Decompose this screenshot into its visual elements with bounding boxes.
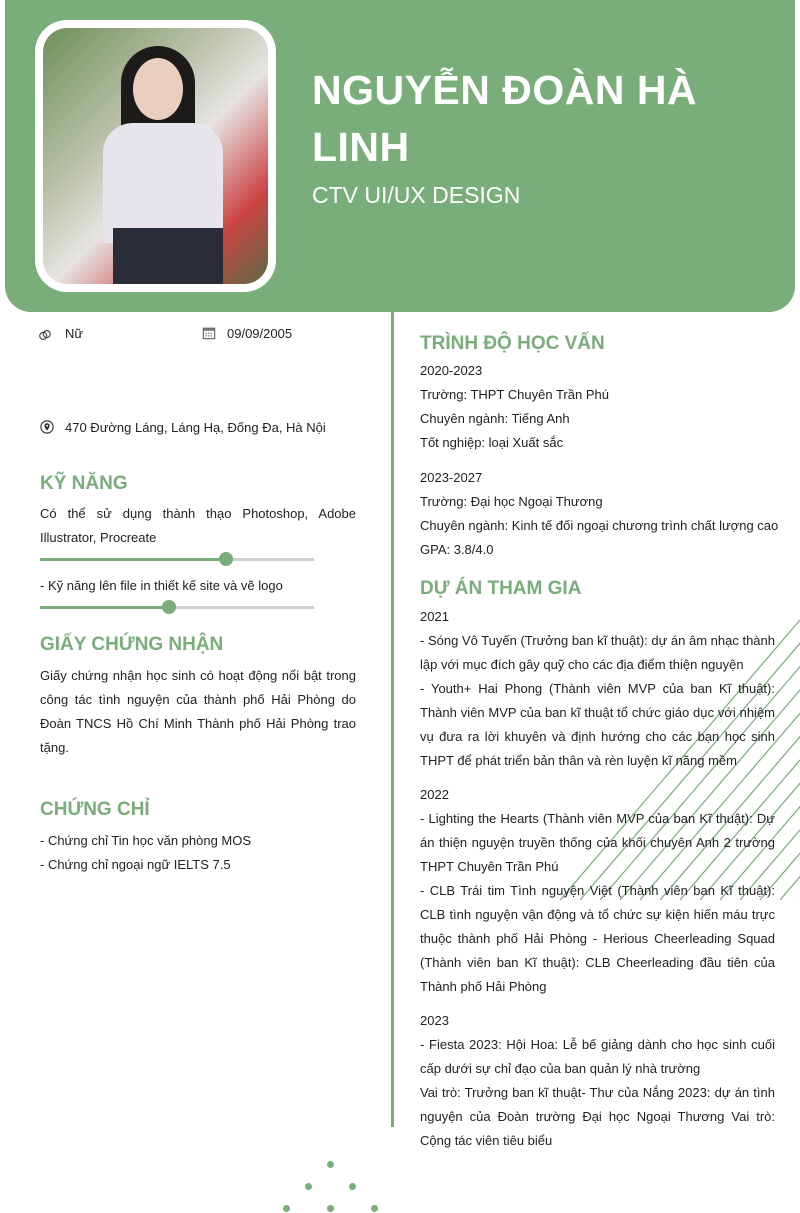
project-year-group — [420, 1009, 775, 1153]
certs-heading: CHỨNG CHỈ — [40, 799, 150, 820]
column-divider — [391, 312, 394, 1127]
education-line: Chuyên ngành: Tiếng Anh — [420, 411, 570, 426]
candidate-name: NGUYỄN ĐOÀN HÀ LINH — [312, 67, 698, 170]
profile-photo — [35, 20, 276, 292]
location-pin-icon — [40, 420, 54, 434]
project-year-group — [420, 783, 775, 999]
education-period: 2020-2023 — [420, 363, 483, 378]
decorative-dot — [283, 1205, 290, 1212]
project-year: 2023 — [420, 1013, 449, 1028]
education-entry — [420, 359, 776, 455]
address-value: 470 Đường Láng, Láng Hạ, Đống Đa, Hà Nội — [65, 420, 326, 435]
project-year: 2021 — [420, 609, 449, 624]
project-year: 2022 — [420, 787, 449, 802]
skills-heading: KỸ NĂNG — [40, 473, 128, 494]
education-line: Chuyên ngành: Kinh tế đối ngoại chương trình chất lượng cao — [420, 518, 779, 533]
gender-value: Nữ — [65, 326, 84, 341]
education-line: GPA: 3.8/4.0 — [420, 542, 494, 557]
skill-item: Có thể sử dụng thành thạo Photoshop, Adobe Illustrator, Procreate — [40, 506, 356, 545]
stripe-line — [780, 620, 800, 900]
cert-item: - Chứng chỉ Tin học văn phòng MOS — [40, 833, 252, 848]
birthdate-value: 09/09/2005 — [227, 326, 293, 341]
candidate-role: CTV UI/UX DESIGN — [312, 182, 521, 208]
cert-item: - Chứng chỉ ngoại ngữ IELTS 7.5 — [40, 857, 231, 872]
education-heading: TRÌNH ĐỘ HỌC VẤN — [420, 333, 605, 354]
project-item: - CLB Trái tim Tình nguyện Việt (Thành viên ban Kĩ thuật): CLB tình nguyện vận động và tổ chức sự kiện hiến máu trực thuộc thành phố Hải Phòng - Herious Cheerleading Squad (Thành viên ban Kĩ thuật): CLB Cheerleading đầu tiên của Thành phố Hải Phòng — [420, 883, 775, 994]
gender-icon — [38, 328, 52, 342]
project-item: Vai trò: Trưởng ban kĩ thuật- Thư của Nắng 2023: dự án tình nguyện của Đoàn trường Đại học Ngoại Thương Vai trò: Cộng tác viên tiêu biểu — [420, 1085, 775, 1148]
calendar-icon — [202, 326, 216, 340]
projects-heading: DỰ ÁN THAM GIA — [420, 578, 582, 599]
skill-level-bar — [40, 558, 314, 561]
decorative-dot — [305, 1183, 312, 1190]
award-text: Giấy chứng nhận học sinh có hoạt động nổi bật trong công tác tình nguyện của thành phố Hải Phòng do Đoàn TNCS Hồ Chí Minh Thành phố Hải Phòng trao tặng. — [40, 668, 356, 755]
project-year-group — [420, 605, 775, 773]
decorative-dot — [327, 1161, 334, 1168]
decorative-dot — [349, 1183, 356, 1190]
skill-item: - Kỹ năng lên file in thiết kế site và vẽ logo — [40, 578, 283, 593]
education-line: Trường: Đại học Ngoại Thương — [420, 494, 603, 509]
education-line: Tốt nghiệp: loại Xuất sắc — [420, 435, 564, 450]
project-item: - Sóng Vô Tuyến (Trưởng ban kĩ thuật): dự án âm nhạc thành lập với mục đích gây quỹ cho các địa điểm thiện nguyện — [420, 633, 775, 672]
decorative-dot — [371, 1205, 378, 1212]
education-line: Trường: THPT Chuyên Trần Phú — [420, 387, 609, 402]
project-item: - Lighting the Hearts (Thành viên MVP của ban Kĩ thuật): Dự án thiện nguyện truyền thống của khối chuyên Anh 2 trường THPT Chuyên Trần Phú — [420, 811, 775, 874]
education-entry — [420, 466, 790, 562]
project-item: - Youth+ Hai Phong (Thành viên MVP của ban Kĩ thuật): Thành viên MVP của ban kĩ thuật tổ chức giáo dục với nhiệm vụ đưa ra lời khuyên và định hướng cho các bạn học sinh THPT để phát triển bản thân và rèn luyện kĩ năng mềm — [420, 681, 775, 768]
award-heading: GIẤY CHỨNG NHẬN — [40, 634, 224, 655]
education-period: 2023-2027 — [420, 470, 483, 485]
skill-level-bar — [40, 606, 314, 609]
project-item: - Fiesta 2023: Hội Hoa: Lễ bế giảng dành cho học sinh cuối cấp dưới sự chỉ đạo của ban quản lý nhà trường — [420, 1037, 775, 1076]
decorative-dot — [327, 1205, 334, 1212]
